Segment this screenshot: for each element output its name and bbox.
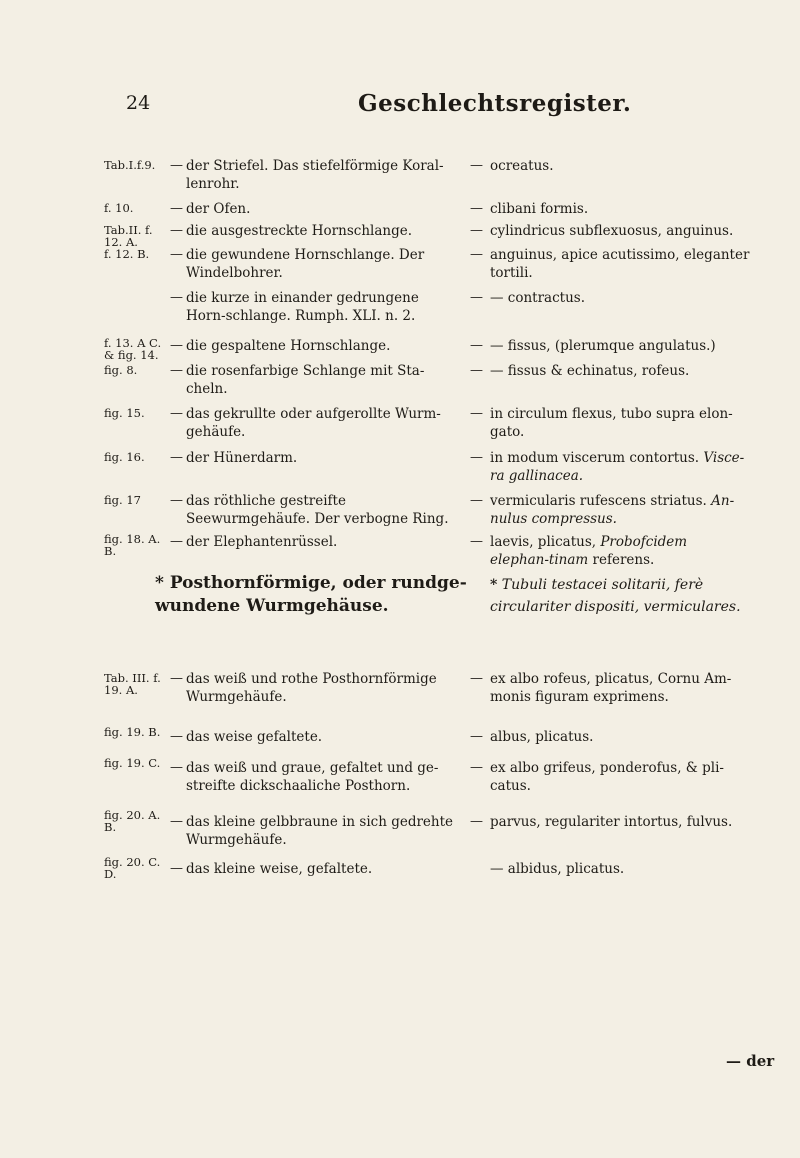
- dash-separator: —: [170, 671, 183, 686]
- latin-italic: Probofcidem elephan-tinam: [490, 534, 688, 568]
- dash-separator: —: [470, 671, 483, 686]
- dash-separator: —: [170, 861, 183, 876]
- latin-italic: An-nulus compressus.: [490, 493, 735, 527]
- catchword: — der: [726, 1052, 775, 1070]
- latin-name: parvus, regulariter intortus, fulvus.: [490, 814, 733, 830]
- dash-separator: —: [170, 493, 183, 508]
- figure-reference: fig. 17: [104, 493, 141, 507]
- latin-name: clibani formis.: [490, 201, 589, 217]
- latin-name: albus, plicatus.: [490, 729, 594, 745]
- dash-separator: —: [470, 814, 483, 829]
- dash-separator: —: [470, 450, 483, 465]
- dash-separator: —: [470, 338, 483, 353]
- dash-separator: —: [470, 201, 483, 216]
- german-name: der Hünerdarm.: [186, 450, 298, 466]
- dash-separator: —: [470, 290, 483, 305]
- latin-name: vermicularis rufescens striatus. An-nulus compressus.: [490, 493, 735, 527]
- dash-separator: —: [470, 247, 483, 262]
- figure-reference: fig. 19. C.: [104, 756, 161, 770]
- german-name: die gewundene Hornschlange. Der Windelbohrer.: [186, 247, 425, 281]
- running-title: Geschlechtsregister.: [358, 90, 632, 117]
- german-name: das weiß und graue, gefaltet und ge-streifte dickschaaliche Posthorn.: [186, 760, 439, 794]
- figure-reference: fig. 18. A. B.: [104, 532, 161, 558]
- figure-reference: f. 10.: [104, 201, 134, 215]
- section-heading-latin: * Tubuli testacei solitarii, ferè circulariter dispositi, vermiculares.: [490, 577, 741, 615]
- figure-reference: Tab. III. f. 19. A.: [104, 671, 161, 697]
- dash-separator: —: [170, 534, 183, 549]
- dash-separator: —: [170, 814, 183, 829]
- latin-name: — albidus, plicatus.: [490, 861, 625, 877]
- latin-name: ex albo grifeus, ponderofus, & pli-catus.: [490, 760, 724, 794]
- german-name: das weiß und rothe Posthornförmige Wurmgehäufe.: [186, 671, 437, 705]
- page-number: 24: [126, 92, 151, 114]
- dash-separator: —: [470, 406, 483, 421]
- figure-reference: Tab.I.f.9.: [104, 158, 156, 172]
- dash-separator: —: [170, 201, 183, 216]
- german-name: der Striefel. Das stiefelförmige Koral-lenrohr.: [186, 158, 444, 192]
- latin-name: cylindricus subflexuosus, anguinus.: [490, 223, 734, 239]
- dash-separator: —: [170, 223, 183, 238]
- figure-reference: fig. 15.: [104, 406, 145, 420]
- dash-separator: —: [170, 760, 183, 775]
- german-name: der Elephantenrüssel.: [186, 534, 338, 550]
- dash-separator: —: [470, 760, 483, 775]
- section-heading-german: * Posthornförmige, oder rundge-wundene Wurmgehäuse.: [155, 573, 467, 616]
- dash-separator: —: [470, 534, 483, 549]
- german-name: die rosenfarbige Schlange mit Sta-cheln.: [186, 363, 425, 397]
- figure-reference: fig. 8.: [104, 363, 138, 377]
- figure-reference: f. 13. A C. & fig. 14.: [104, 336, 162, 362]
- german-name: das weise gefaltete.: [186, 729, 323, 745]
- german-name: das kleine gelbbraune in sich gedrehte Wurmgehäufe.: [186, 814, 454, 848]
- dash-separator: —: [170, 406, 183, 421]
- dash-separator: —: [170, 450, 183, 465]
- dash-separator: —: [470, 729, 483, 744]
- dash-separator: —: [470, 493, 483, 508]
- german-name: der Ofen.: [186, 201, 251, 217]
- figure-reference: fig. 20. C. D.: [104, 855, 161, 881]
- dash-separator: —: [170, 247, 183, 262]
- latin-name: anguinus, apice acutissimo, eleganter tortili.: [490, 247, 750, 281]
- latin-italic: Visce-ra gallinacea.: [490, 450, 745, 484]
- german-name: die kurze in einander gedrungene Horn-schlange. Rumph. XLI. n. 2.: [186, 290, 419, 324]
- latin-name: — fissus & echinatus, rofeus.: [490, 363, 690, 379]
- dash-separator: —: [170, 729, 183, 744]
- german-name: die ausgestreckte Hornschlange.: [186, 223, 412, 239]
- latin-name: ex albo rofeus, plicatus, Cornu Am-monis figuram exprimens.: [490, 671, 732, 705]
- figure-reference: fig. 16.: [104, 450, 145, 464]
- german-name: die gespaltene Hornschlange.: [186, 338, 391, 354]
- figure-reference: fig. 19. B.: [104, 725, 161, 739]
- latin-name: — fissus, (plerumque angulatus.): [490, 338, 716, 354]
- latin-name: in circulum flexus, tubo supra elon-gato.: [490, 406, 733, 440]
- latin-name: in modum viscerum contortus. Visce-ra gallinacea.: [490, 450, 745, 484]
- dash-separator: —: [170, 363, 183, 378]
- dash-separator: —: [170, 338, 183, 353]
- latin-name: ocreatus.: [490, 158, 554, 174]
- german-name: das gekrullte oder aufgerollte Wurm-gehäufe.: [186, 406, 441, 440]
- dash-separator: —: [470, 223, 483, 238]
- figure-reference: fig. 20. A. B.: [104, 808, 161, 834]
- dash-separator: —: [470, 158, 483, 173]
- figure-reference: Tab.II. f. 12. A.: [104, 223, 153, 249]
- german-name: das kleine weise, gefaltete.: [186, 861, 373, 877]
- latin-name: — contractus.: [490, 290, 586, 306]
- dash-separator: —: [470, 363, 483, 378]
- german-name: das röthliche gestreifte Seewurmgehäufe. Der verbogne Ring.: [186, 493, 449, 527]
- dash-separator: —: [170, 158, 183, 173]
- figure-reference: f. 12. B.: [104, 247, 150, 261]
- dash-separator: —: [170, 290, 183, 305]
- asterisk-mark: *: [155, 573, 164, 593]
- page-header: [0, 92, 800, 122]
- latin-name: laevis, plicatus, Probofcidem elephan-tinam referens.: [490, 534, 688, 568]
